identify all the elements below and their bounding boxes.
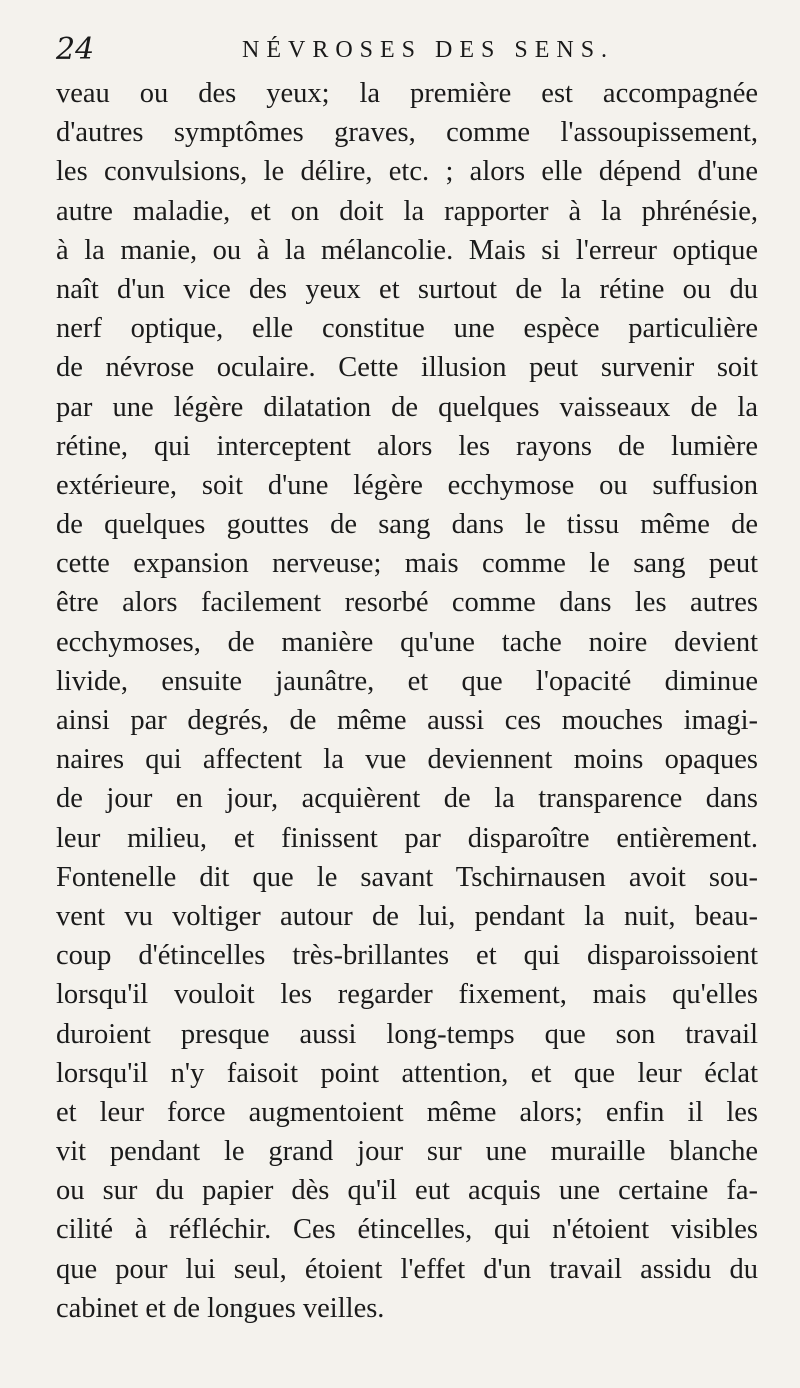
text-line: ainsi par degrés, de même aussi ces mouches imagi- — [56, 705, 758, 736]
text-line: veau ou des yeux; la première est accompagnée — [56, 78, 758, 109]
text-line: et leur force augmentoient même alors; enfin il les — [56, 1096, 758, 1128]
text-line: livide, ensuite jaunâtre, et que l'opacité diminue — [56, 665, 758, 697]
text-line: rétine, qui interceptent alors les rayons de lumière — [56, 430, 758, 462]
text-line: leur milieu, et finissent par disparoître entièrement. — [56, 822, 758, 854]
text-line: nerf optique, elle constitue une espèce particulière — [56, 313, 758, 345]
text-line: que pour lui seul, étoient l'effet d'un travail assidu du — [56, 1253, 758, 1285]
text-line: naires qui affectent la vue deviennent moins opaques — [56, 744, 758, 776]
text-line: duroient presque aussi long-temps que son travail — [56, 1018, 758, 1050]
text-line: de névrose oculaire. Cette illusion peut survenir soit — [56, 352, 758, 384]
text-line: être alors facilement resorbé comme dans les autres — [56, 587, 758, 619]
text-line: vent vu voltiger autour de lui, pendant la nuit, beau- — [56, 900, 758, 932]
running-title: NÉVROSES DES SENS. — [242, 37, 615, 63]
text-line: naît d'un vice des yeux et surtout de la rétine ou du — [56, 273, 758, 305]
text-line: vit pendant le grand jour sur une muraille blanche — [56, 1136, 758, 1168]
page-number: 24 — [56, 32, 95, 67]
body-text — [56, 74, 758, 1328]
text-line: coup d'étincelles très-brillantes et qui disparoissoient — [56, 940, 758, 972]
text-line: Fontenelle dit que le savant Tschirnausen avoit sou- — [56, 861, 758, 893]
text-line: d'autres symptômes graves, comme l'assoupissement, — [56, 117, 758, 149]
text-line: cette expansion nerveuse; mais comme le sang peut — [56, 548, 758, 580]
text-line: par une légère dilatation de quelques vaisseaux de la — [56, 391, 758, 423]
text-line: ecchymoses, de manière qu'une tache noire devient — [56, 626, 758, 658]
text-line: autre maladie, et on doit la rapporter à la phrénésie, — [56, 195, 758, 227]
text-line: de jour en jour, acquièrent de la transparence dans — [56, 783, 758, 815]
text-line: les convulsions, le délire, etc. ; alors elle dépend d'une — [56, 156, 758, 188]
text-line: à la manie, ou à la mélancolie. Mais si l'erreur optique — [56, 234, 758, 266]
text-line: lorsqu'il n'y faisoit point attention, et que leur éclat — [56, 1057, 758, 1089]
text-line: cabinet et de longues veilles. — [56, 1292, 385, 1324]
text-line: cilité à réfléchir. Ces étincelles, qui n'étoient visibles — [56, 1214, 758, 1246]
text-line: extérieure, soit d'une légère ecchymose ou suffusion — [56, 469, 758, 501]
page-header — [56, 30, 756, 70]
text-line: de quelques gouttes de sang dans le tissu même de — [56, 509, 758, 541]
text-line: ou sur du papier dès qu'il eut acquis une certaine fa- — [56, 1175, 758, 1207]
text-line: lorsqu'il vouloit les regarder fixement, mais qu'elles — [56, 979, 758, 1011]
